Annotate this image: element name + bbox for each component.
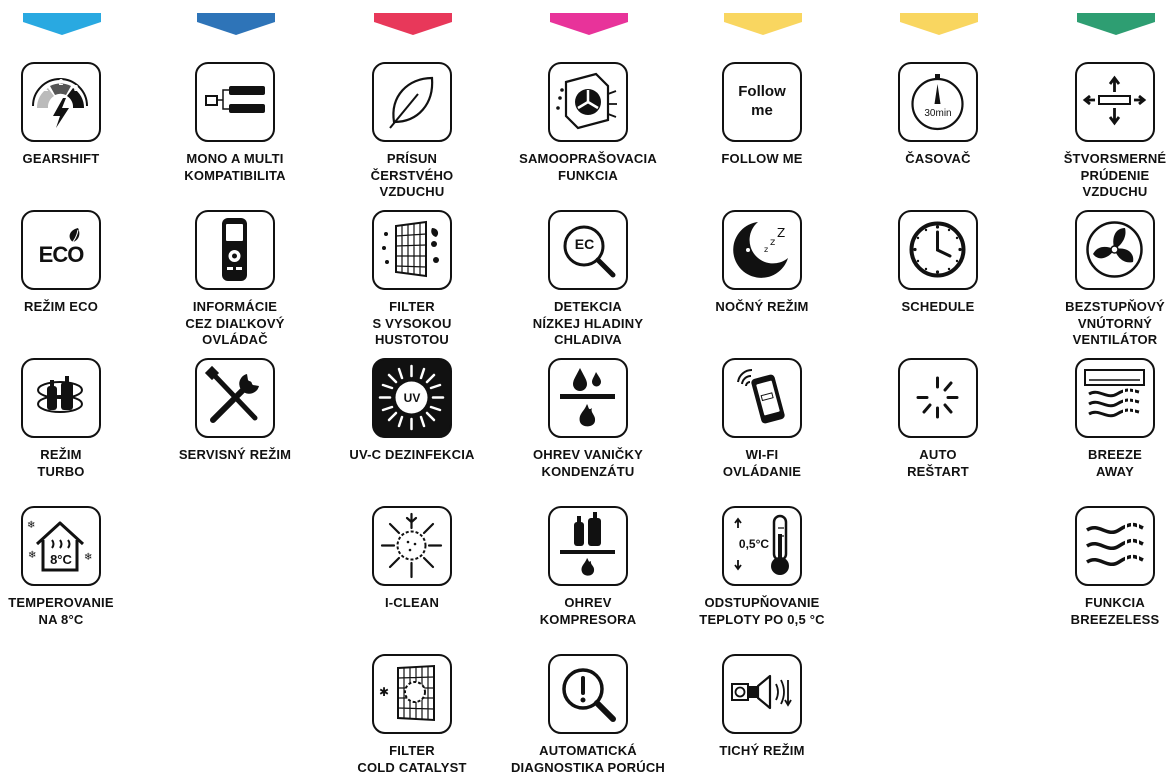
eco-leaf-icon: [21, 210, 101, 290]
ec-text: EC: [574, 236, 595, 252]
wrench-screwdriver-icon: [195, 358, 275, 438]
gearshift-gauge-icon: [21, 62, 101, 142]
silent-mode-icon: [722, 654, 802, 734]
feature-label: WI-FI OVLÁDANIE: [722, 447, 802, 479]
feature-8c-heating: [0, 506, 146, 628]
feature-four-way-airflow: [1030, 62, 1171, 201]
feature-low-refrigerant: [503, 210, 673, 349]
feature-label: PRÍSUN ČERSTVÉHO VZDUCHU: [370, 151, 454, 199]
uv-sun-icon: [372, 358, 452, 438]
remote-control-icon: [195, 210, 275, 290]
category-marker-pink: [550, 13, 628, 35]
svg-text:❄: ❄: [84, 552, 93, 563]
svg-text:z: z: [764, 245, 769, 254]
clock-icon: [898, 210, 978, 290]
column-2: [150, 0, 320, 781]
feature-schedule: [853, 210, 1023, 316]
feature-label: ŠTVORSMERNÉ PRÚDENIE VZDUCHU: [1063, 151, 1167, 199]
feature-fresh-air: [327, 62, 497, 201]
feature-uvc: [327, 358, 497, 464]
feature-label: I-CLEAN: [384, 595, 440, 610]
feature-compressor-heating: [503, 506, 673, 628]
feature-label: ODSTUPŇOVANIE TEPLOTY PO 0,5 °C: [699, 595, 825, 627]
breezeless-icon: [1075, 506, 1155, 586]
feature-label: FILTER COLD CATALYST: [357, 743, 467, 775]
feature-follow-me: [677, 62, 847, 168]
feature-eco-mode: [0, 210, 146, 316]
feature-label: MONO A MULTI KOMPATIBILITA: [184, 151, 286, 183]
feature-label: FOLLOW ME: [721, 151, 803, 166]
follow-me-icon: [722, 62, 802, 142]
feature-label: SERVISNÝ REŽIM: [178, 447, 292, 462]
feature-label: FILTER S VYSOKOU HUSTOTOU: [372, 299, 452, 347]
uv-text: UV: [403, 391, 421, 405]
feature-iclean: [327, 506, 497, 612]
timer-value-text: 30min: [924, 108, 952, 119]
high-density-filter-icon: [372, 210, 452, 290]
timer-icon: [898, 62, 978, 142]
svg-text:z: z: [770, 237, 776, 248]
mono-multi-units-icon: [195, 62, 275, 142]
category-marker-red: [374, 13, 452, 35]
feature-remote-info: [150, 210, 320, 349]
feature-label: FUNKCIA BREEZELESS: [1070, 595, 1160, 627]
feature-self-cleaning: [503, 62, 673, 184]
svg-text:❄: ❄: [27, 520, 36, 531]
svg-text:Z: Z: [777, 226, 786, 240]
feature-label: SAMOOPRAŠOVACIA FUNKCIA: [519, 151, 657, 183]
feature-label: ČASOVAČ: [905, 151, 971, 166]
feature-label: UV-C DEZINFEKCIA: [349, 447, 475, 462]
feature-label: GEARSHIFT: [22, 151, 100, 166]
iclean-snowflake-icon: [372, 506, 452, 586]
fresh-air-leaf-icon: [372, 62, 452, 142]
category-marker-yellow: [724, 13, 802, 35]
feature-label: NOČNÝ REŽIM: [715, 299, 809, 314]
turbo-compressor-icon: [21, 358, 101, 438]
feature-label: TICHÝ REŽIM: [719, 743, 805, 758]
column-1: [0, 0, 146, 781]
feature-label: INFORMÁCIE CEZ DIAĽKOVÝ OVLÁDAČ: [185, 299, 285, 347]
night-moon-icon: [722, 210, 802, 290]
feature-label: TEMPEROVANIE NA 8°C: [8, 595, 114, 627]
refrigerant-detection-icon: [548, 210, 628, 290]
auto-restart-icon: [898, 358, 978, 438]
feature-auto-restart: [853, 358, 1023, 480]
temperature-step-text: 0,5°C: [738, 537, 770, 551]
feature-label: REŽIM TURBO: [37, 447, 85, 479]
stepless-fan-icon: [1075, 210, 1155, 290]
svg-text:✱: ✱: [379, 685, 390, 699]
feature-mono-multi: [150, 62, 320, 184]
feature-breezeless: [1030, 506, 1171, 628]
feature-wifi-control: [677, 358, 847, 480]
svg-text:❄: ❄: [28, 550, 37, 561]
feature-gearshift: [0, 62, 146, 168]
me-text: me: [751, 102, 773, 119]
breeze-away-icon: [1075, 358, 1155, 438]
eco-text: ECO: [38, 242, 84, 267]
self-cleaning-fan-icon: [548, 62, 628, 142]
feature-silent-mode: [677, 654, 847, 760]
feature-label: DETEKCIA NÍZKEJ HLADINY CHLADIVA: [532, 299, 644, 347]
feature-label: AUTOMATICKÁ DIAGNOSTIKA PORÚCH: [510, 743, 666, 775]
gear-1-label: 1: [43, 84, 49, 93]
column-6: [853, 0, 1023, 781]
follow-text: Follow: [738, 83, 786, 100]
column-7: [1030, 0, 1171, 781]
feature-half-degree: [677, 506, 847, 628]
condensate-tray-heating-icon: [548, 358, 628, 438]
category-marker-green: [1077, 13, 1155, 35]
feature-label: AUTO REŠTART: [907, 447, 969, 479]
feature-label: BEZSTUPŇOVÝ VNÚTORNÝ VENTILÁTOR: [1065, 299, 1165, 347]
feature-auto-diagnostics: [503, 654, 673, 776]
category-marker-dark-blue: [197, 13, 275, 35]
cold-catalyst-filter-icon: [372, 654, 452, 734]
feature-timer: [853, 62, 1023, 168]
feature-label: SCHEDULE: [901, 299, 975, 314]
feature-label: OHREV KOMPRESORA: [539, 595, 637, 627]
gear-2-label: 2: [58, 78, 64, 87]
feature-service-mode: [150, 358, 320, 464]
house-8c-icon: [21, 506, 101, 586]
diagnostics-magnifier-icon: [548, 654, 628, 734]
feature-high-density-filter: [327, 210, 497, 349]
gear-3-label: 3: [73, 84, 79, 93]
feature-label: OHREV VANIČKY KONDENZÁTU: [533, 447, 643, 479]
column-4: [503, 0, 673, 781]
category-marker-yellow: [900, 13, 978, 35]
feature-label: BREEZE AWAY: [1088, 447, 1142, 479]
feature-cold-catalyst: [327, 654, 497, 776]
column-5: [677, 0, 847, 781]
feature-label: REŽIM ECO: [23, 299, 99, 314]
wifi-phone-icon: [722, 358, 802, 438]
feature-stepless-fan: [1030, 210, 1171, 349]
column-3: [327, 0, 497, 781]
house-temperature-text: 8°C: [50, 552, 72, 567]
feature-tray-heating: [503, 358, 673, 480]
category-marker-light-blue: [23, 13, 101, 35]
feature-breeze-away: [1030, 358, 1171, 480]
compressor-heating-icon: [548, 506, 628, 586]
thermometer-icon: [722, 506, 802, 586]
four-way-airflow-icon: [1075, 62, 1155, 142]
feature-night-mode: [677, 210, 847, 316]
feature-turbo-mode: [0, 358, 146, 480]
